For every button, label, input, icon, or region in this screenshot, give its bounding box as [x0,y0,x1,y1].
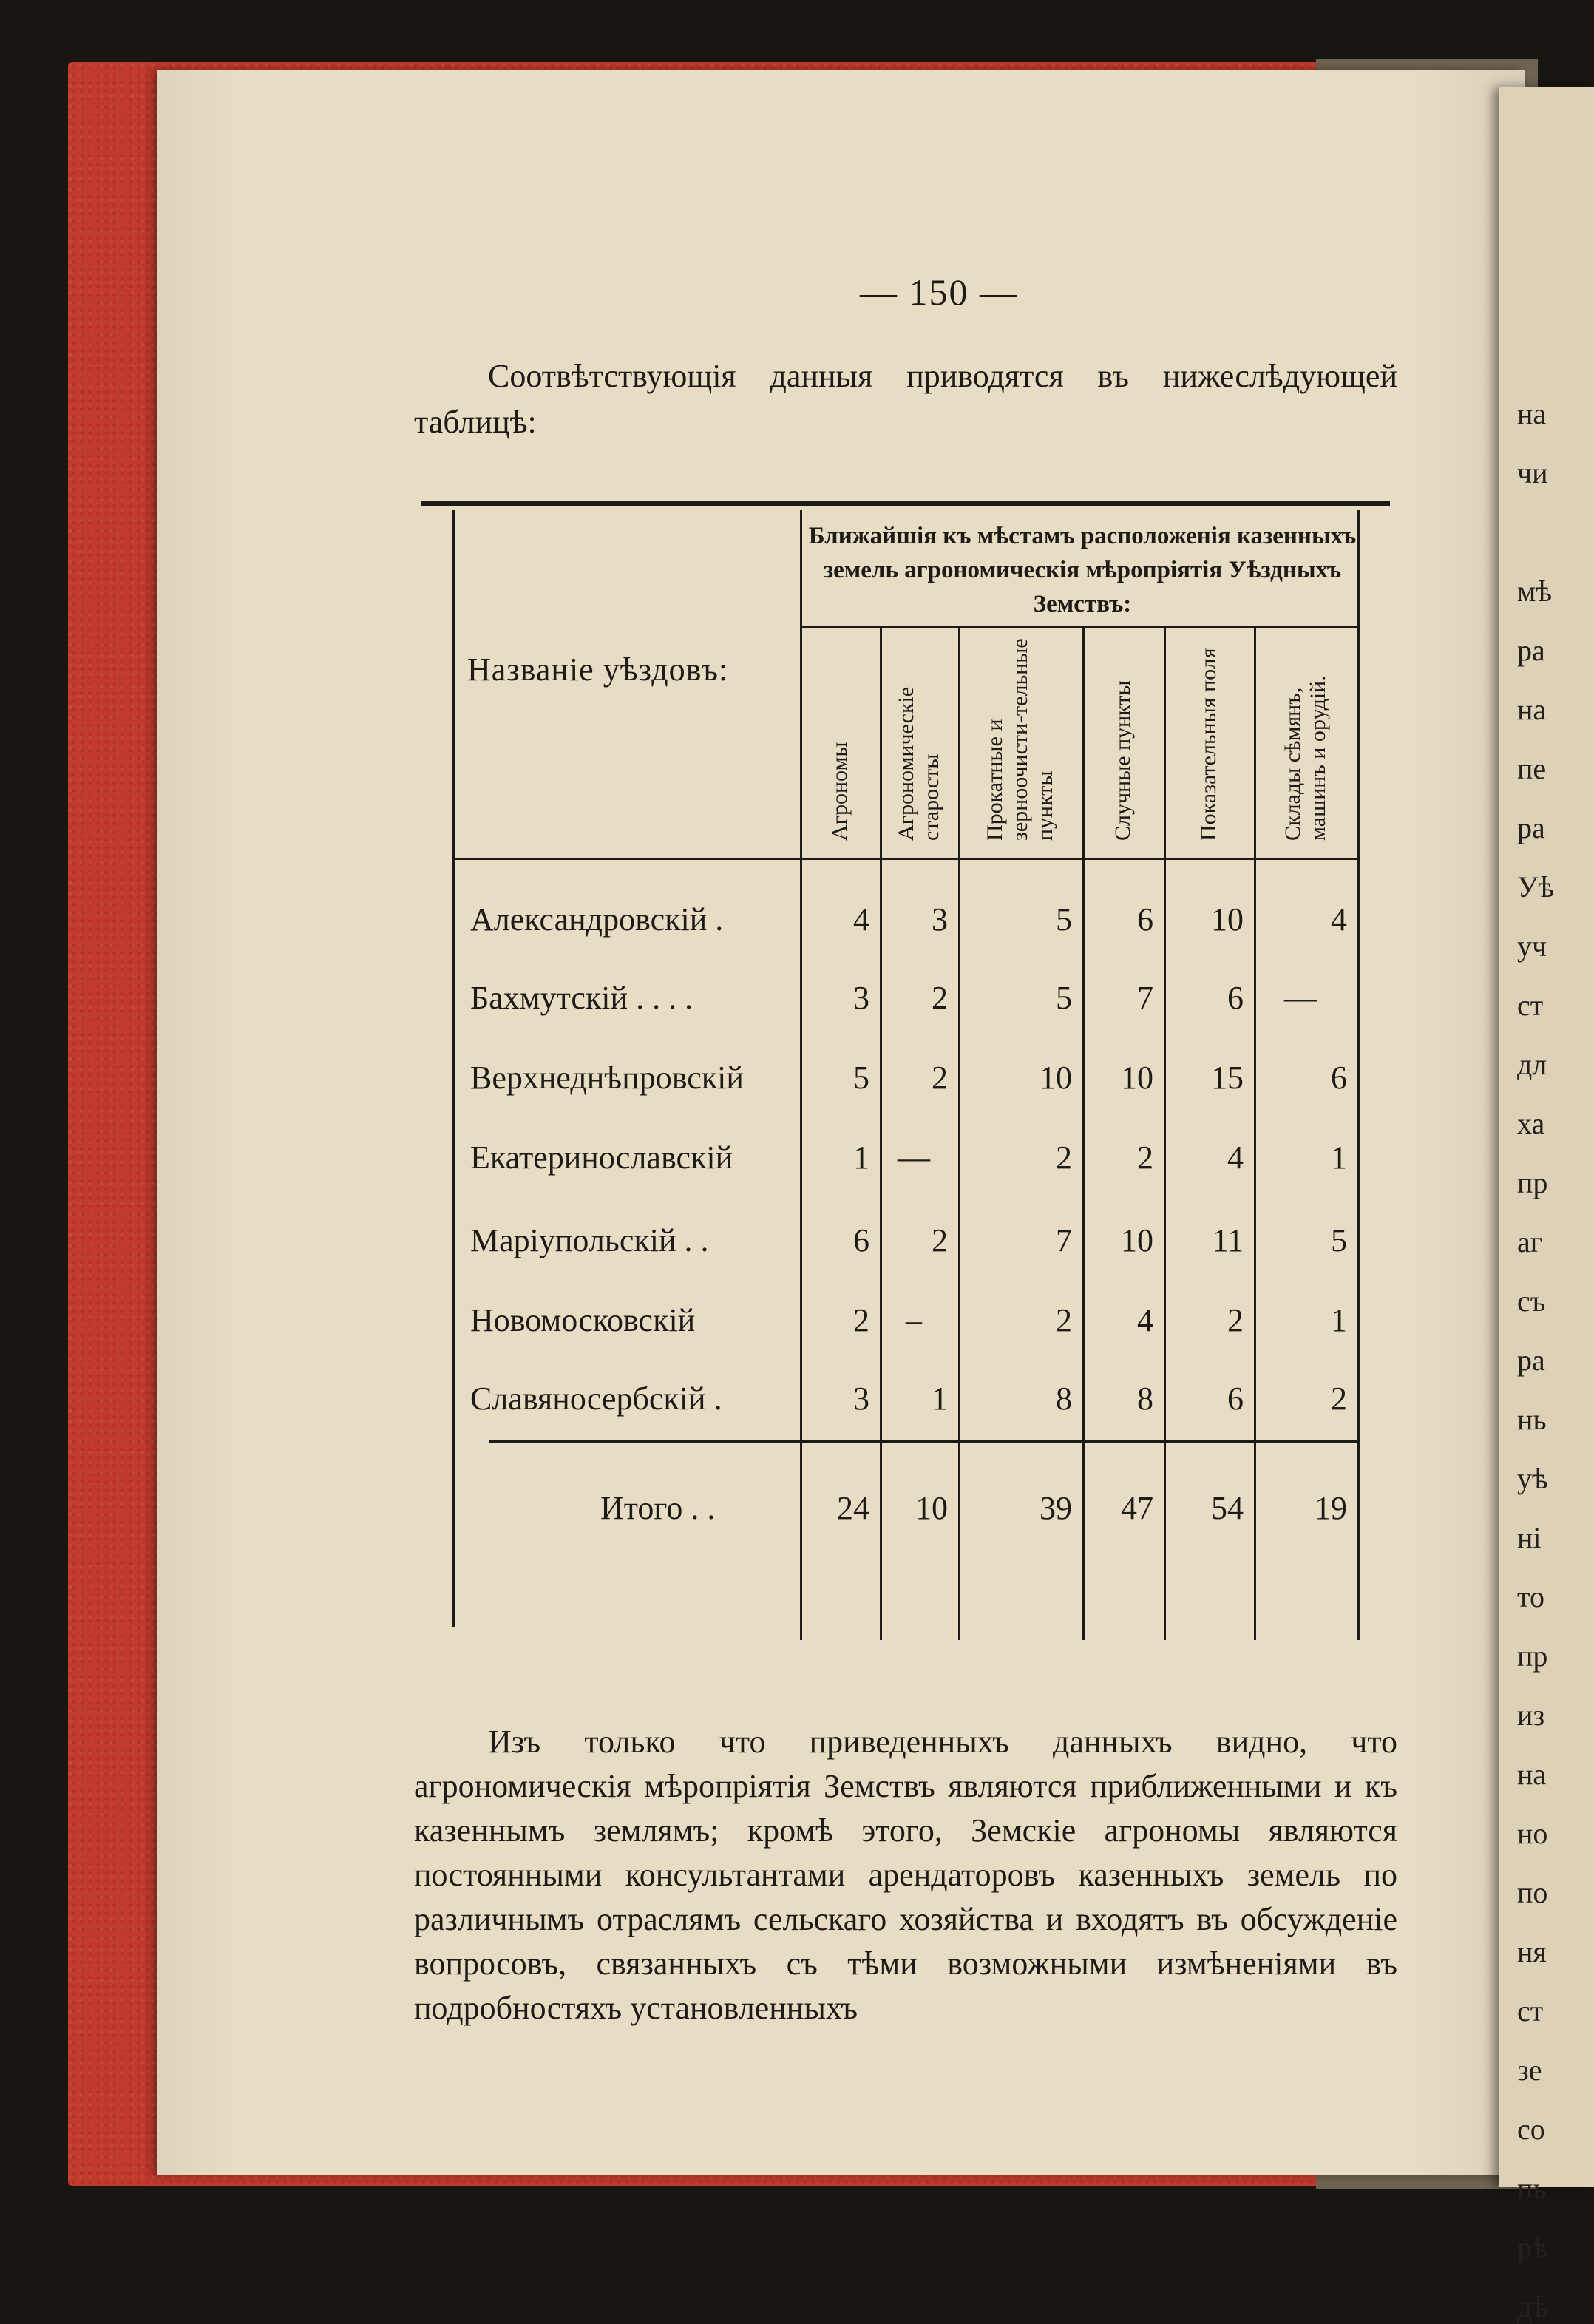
column-header-label: Агрономы [827,742,852,841]
column-header-cell [1254,632,1357,854]
next-page-fragment: аг [1517,1225,1543,1258]
table-left-rule [452,510,455,1627]
table-cell: 1 [1331,1302,1347,1338]
column-header-cell [800,632,880,854]
next-page-fragment: пр [1517,1166,1548,1199]
column-rule [1082,627,1085,1640]
row-label: Екатеринославскій [470,1139,733,1176]
table-cell: 6 [853,1222,869,1258]
next-page-fragment: чи [1517,456,1548,489]
table-cell: 11 [1212,1222,1244,1258]
table-cell: — [1284,980,1317,1016]
header-bottom-rule [452,858,1359,860]
table-cell: 4 [1137,1302,1153,1338]
column-header-label: Показательныя поля [1196,648,1221,841]
next-page-fragment: ха [1517,1107,1545,1140]
next-page-fragment: со [1517,2113,1545,2146]
table-cell: 47 [1121,1490,1153,1526]
table-cell: 7 [1137,980,1153,1016]
total-rule [489,1440,1359,1443]
table-cell: 2 [932,1222,948,1258]
table-cell: 1 [853,1139,869,1176]
body-paragraph [414,1720,1397,2030]
table-cell: — [898,1139,930,1176]
page-number: — 150 — [860,271,1018,313]
table-cell: 10 [1121,1060,1153,1096]
table-cell: 2 [932,1060,948,1096]
table-cell: 4 [853,901,869,938]
table-cell: 2 [1056,1302,1072,1338]
next-page-fragment: Уѣ [1517,870,1555,904]
table-cell: 10 [1121,1222,1153,1258]
next-page-fragment: ст [1517,1994,1544,2027]
row-label: Новомосковскій [470,1302,696,1338]
column-rule [1254,627,1256,1640]
column-rule [1164,627,1166,1640]
column-header-label: Агрономическіе старосты [894,686,943,841]
table-top-rule [421,501,1390,506]
next-page-fragment: из [1517,1698,1545,1732]
table-cell: 6 [1331,1060,1347,1096]
table-cell: 2 [932,980,948,1016]
table-cell: 19 [1315,1490,1347,1526]
next-page-fragment: рѣ [1517,2231,1548,2264]
table-cell: 5 [1056,980,1072,1016]
column-rule [958,627,960,1640]
table-cell: 8 [1056,1380,1072,1417]
next-page-fragment: пь [1517,2172,1547,2205]
table-cell: 5 [1331,1222,1347,1258]
next-page-fragment: пе [1517,752,1547,785]
table-cell: 8 [1137,1380,1153,1417]
body-text: Изъ только что приведенныхъ данныхъ видно, что агрономическія мѣропріятія Земствъ являются приближенными и къ казеннымъ землямъ; кромѣ этого, Земскіе агрономы являются постоянными консультантами арендаторовъ казенныхъ земель по различнымъ отраслямъ сельскаго хозяйства и входятъ въ обсужденіе вопросовъ, связанныхъ съ тѣми возможными измѣненіями въ подробностяхъ установленныхъ [414,1724,1397,2026]
next-page-fragment: дл [1517,1048,1547,1081]
next-page-fragment: ра [1517,811,1545,844]
column-rule [1357,510,1360,1640]
column-header-label: Прокатные и зерноочисти-тельные пункты [983,638,1057,841]
column-header-label: Склады сѣмянъ, машинъ и орудій. [1281,675,1330,841]
table-cell: 10 [1040,1060,1072,1096]
table-cell: 4 [1331,901,1347,938]
column-header-cell [1164,632,1254,854]
next-page-fragment: ні [1517,1521,1542,1554]
column-rule [880,627,882,1640]
intro-text: Соотвѣтствующія данныя приводятся въ нижеслѣдующей таблицѣ: [414,358,1397,440]
intro-paragraph [414,353,1397,445]
table-cell: 39 [1040,1490,1072,1526]
table-cell: 7 [1056,1222,1072,1258]
next-page-fragment: уч [1517,929,1547,963]
table-cell: 3 [853,1380,869,1417]
column-header-cell [880,632,958,854]
table-cell: 6 [1137,901,1153,938]
row-label: Александровскій . [470,901,724,938]
next-page-fragment: ня [1517,1935,1547,1968]
table-cell: 5 [853,1060,869,1096]
table-cell: 3 [932,901,948,938]
row-label: Славяносербскій . [470,1380,722,1417]
next-page-fragment: съ [1517,1284,1546,1318]
next-page-edge [1499,87,1594,2323]
column-header-label: Случные пункты [1110,680,1135,841]
table-cell: 5 [1056,901,1072,938]
next-page-fragment: то [1517,1580,1544,1613]
table-cell: – [906,1302,922,1338]
table-cell: 2 [1137,1139,1153,1176]
table-cell: 10 [1211,901,1244,938]
next-page-fragment: нь [1517,1403,1547,1436]
next-page-fragment: дѣ [1517,2290,1549,2323]
stub-header: Названіе уѣздовъ: [467,651,729,688]
table-cell: 2 [1227,1302,1244,1338]
column-header-cell [958,632,1082,854]
next-page-fragment: на [1517,693,1547,726]
table-cell: 54 [1211,1490,1244,1526]
table-cell: 2 [1056,1139,1072,1176]
table-cell: 2 [853,1302,869,1338]
table-cell: 6 [1227,1380,1244,1417]
table-cell: 10 [915,1490,948,1526]
next-page-fragment: пр [1517,1639,1548,1673]
table-cell: 6 [1227,980,1244,1016]
next-page-fragment: мѣ [1517,575,1553,608]
row-label: Верхнеднѣпровскій [470,1060,744,1096]
table-cell: 4 [1227,1139,1244,1176]
next-page-fragment: ра [1517,1344,1545,1377]
total-row-label: Итого . . [600,1490,716,1526]
table-cell: 1 [1331,1139,1347,1176]
next-page-fragment: уѣ [1517,1462,1548,1495]
next-page-fragment: по [1517,1876,1548,1909]
group-header-rule [800,626,1359,628]
row-label: Маріупольскій . . [470,1222,709,1258]
table-cell: 2 [1331,1380,1347,1417]
row-label: Бахмутскій . . . . [470,980,693,1016]
table-cell: 1 [932,1380,948,1417]
group-header: Ближайшія къ мѣстамъ расположенія казенныхъ земель агрономическія мѣропріятія Уѣздныхъ Земствъ: [808,523,1357,617]
next-page-fragment: зе [1517,2053,1542,2087]
next-page-fragment: ст [1517,989,1544,1022]
next-page-fragment: ра [1517,634,1545,667]
next-page-fragment: но [1517,1817,1548,1850]
next-page-fragment: на [1517,1758,1547,1791]
column-header-cell [1082,632,1164,854]
next-page-fragment: на [1517,397,1547,430]
table-cell: 15 [1211,1060,1244,1096]
table-cell: 24 [837,1490,869,1526]
table-cell: 3 [853,980,869,1016]
